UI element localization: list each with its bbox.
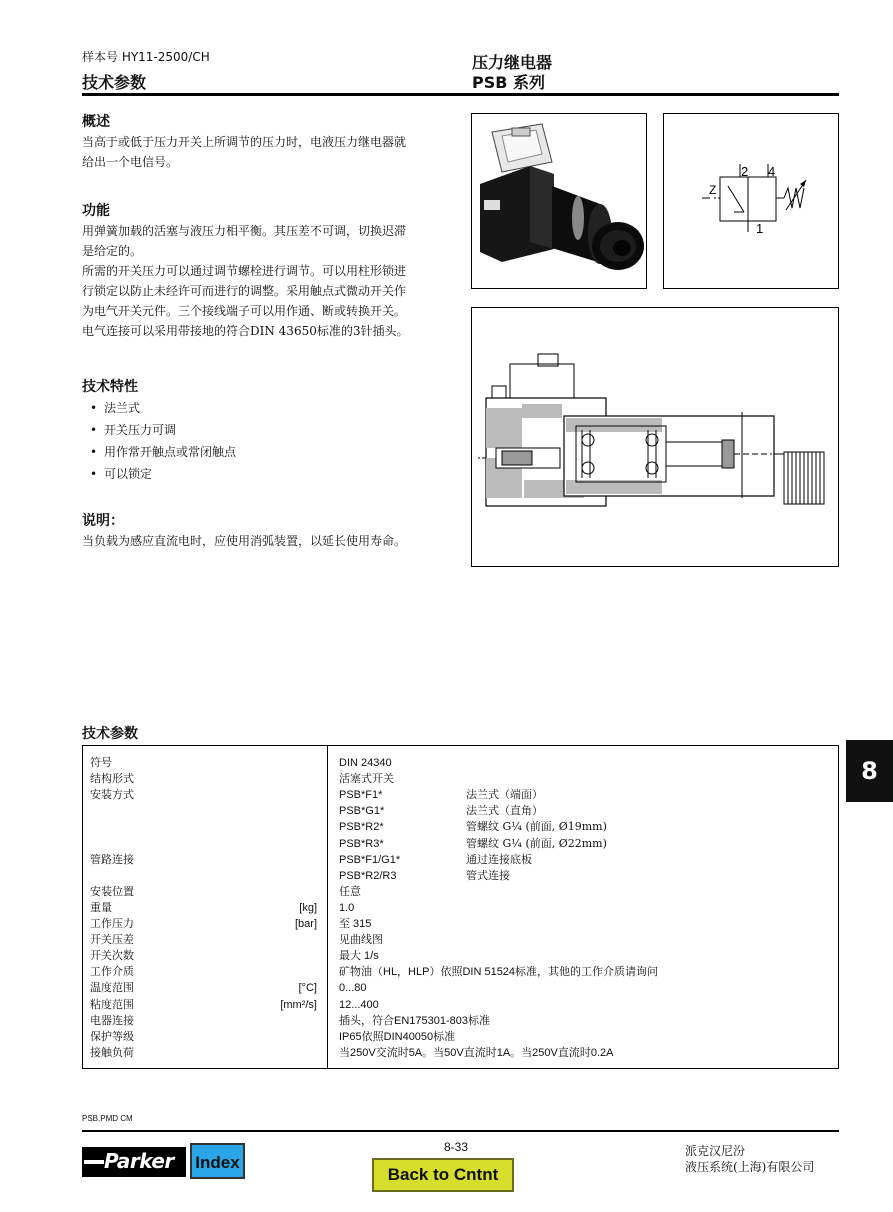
series-title: PSB 系列 [472, 73, 546, 92]
row-label: 工作介质 [90, 965, 134, 979]
function-heading: 功能 [82, 203, 110, 219]
catalog-number: 样本号 HY11-2500/CH [82, 50, 210, 64]
function-line: 所需的开关压力可以通过调节螺栓进行调节。可以用柱形锁进 [82, 264, 407, 278]
product-photo [471, 113, 647, 289]
row-value-detail: 通过连接底板 [466, 852, 532, 866]
table-row [82, 980, 837, 996]
table-row [82, 932, 837, 948]
row-label: 管路连接 [90, 852, 134, 866]
table-heading: 技术参数 [82, 726, 138, 742]
row-label: 符号 [90, 756, 112, 769]
feature-item: • 开关压力可调 [82, 419, 236, 441]
table-row [82, 771, 837, 787]
row-label: 工作压力 [90, 917, 134, 930]
row-value: 12...400 [339, 998, 379, 1011]
row-value: 矿物油（HL，HLP）依照DIN 51524标准，其他的工作介质请询问 [339, 966, 659, 979]
product-title: 压力继电器 [472, 53, 553, 72]
row-value: PSB*F1/G1* [339, 853, 401, 866]
function-line: 行锁定以防止未经许可而进行的调整。采用触点式微动开关作 [82, 284, 407, 298]
overview-text [82, 132, 457, 172]
table-row [82, 755, 837, 771]
row-value: 1.0 [339, 901, 355, 914]
function-line: 电气连接可以采用带接地的符合DIN 43650标准的3针插头。 [82, 324, 409, 338]
port-1-label: 1 [756, 221, 764, 236]
row-unit: [mm²/s] [280, 998, 317, 1011]
table-row [82, 852, 837, 868]
page-number: 8-33 [444, 1140, 469, 1154]
port-2-label: 2 [741, 164, 749, 179]
row-label: 结构形式 [90, 772, 134, 786]
row-label: 重量 [90, 900, 112, 914]
company-name-line1: 派克汉尼汾 [685, 1144, 746, 1158]
hydraulic-symbol [663, 113, 839, 289]
row-value-detail: 法兰式（直角） [466, 804, 543, 818]
row-value: PSB*R3* [339, 837, 384, 850]
row-value: 插头，符合EN175301-803标准 [339, 1014, 491, 1027]
features-heading: 技术特性 [82, 379, 138, 395]
row-value-detail: 管螺纹 G¼ (前面, Ø19mm) [466, 820, 607, 834]
row-label: 开关压差 [90, 933, 134, 947]
row-value: 见曲线图 [339, 934, 383, 947]
parker-logo-text: Parker [104, 1149, 174, 1173]
row-value: 任意 [339, 885, 361, 898]
feature-item: • 法兰式 [82, 397, 236, 419]
table-row [82, 1029, 837, 1045]
table-row [82, 964, 837, 980]
port-4-label: 4 [768, 164, 776, 179]
section-title: 技术参数 [82, 73, 147, 92]
row-label: 安装位置 [90, 884, 134, 898]
row-unit: [kg] [299, 901, 317, 914]
row-label: 温度范围 [90, 981, 134, 995]
row-label: 安装方式 [90, 788, 134, 802]
parker-logo [82, 1147, 186, 1177]
row-value: PSB*G1* [339, 805, 385, 818]
row-value: 活塞式开关 [339, 773, 394, 786]
row-value: 0...80 [339, 982, 367, 995]
row-value: PSB*R2* [339, 821, 384, 834]
row-value-detail: 法兰式（端面） [466, 788, 543, 802]
row-value: 至 315 [339, 918, 372, 930]
row-value-detail: 管螺纹 G¼ (前面, Ø22mm) [466, 836, 607, 850]
feature-item: • 可以锁定 [82, 463, 236, 485]
table-row [82, 916, 837, 932]
row-value: 当250V交流时5A。当50V直流时1A。当250V直流时0.2A [339, 1046, 614, 1059]
row-value: PSB*F1* [339, 789, 383, 802]
cross-section-diagram [472, 308, 838, 566]
port-z-label: Z [709, 183, 717, 197]
row-value-detail: 管式连接 [466, 868, 510, 882]
file-code: PSB.PMD CM [82, 1114, 133, 1123]
table-row [82, 803, 837, 819]
back-to-contents-button[interactable]: Back to Cntnt [372, 1158, 514, 1192]
pressure-switch-image [472, 114, 646, 288]
overview-line: 给出一个电信号。 [82, 155, 179, 169]
row-label: 粘度范围 [90, 997, 134, 1011]
table-row [82, 1045, 837, 1061]
table-row [82, 900, 837, 916]
row-label: 保护等级 [90, 1029, 134, 1043]
switch-symbol-diagram [664, 114, 838, 288]
row-value: 最大 1/s [339, 950, 379, 963]
table-row [82, 836, 837, 852]
row-unit: [°C] [298, 982, 317, 995]
footer-rule [82, 1130, 839, 1132]
row-label: 电器连接 [90, 1013, 134, 1027]
row-value: DIN 24340 [339, 757, 392, 769]
function-line: 为电气开关元件。三个接线端子可以用作通、断或转换开关。 [82, 304, 407, 318]
company-name-line2: 液压系统(上海)有限公司 [685, 1160, 815, 1174]
row-label: 接触负荷 [90, 1045, 134, 1059]
feature-item: • 用作常开触点或常闭触点 [82, 441, 236, 463]
table-row [82, 884, 837, 900]
row-value: IP65依照DIN40050标准 [339, 1030, 456, 1043]
table-row [82, 868, 837, 884]
note-heading: 说明： [82, 513, 124, 529]
table-row [82, 948, 837, 964]
overview-line: 当高于或低于压力开关上所调节的压力时，电液压力继电器就 [82, 135, 407, 149]
table-row [82, 787, 837, 803]
index-button[interactable]: Index [190, 1143, 245, 1179]
header-rule [82, 93, 839, 96]
row-value: PSB*R2/R3 [339, 869, 397, 882]
row-label: 开关次数 [90, 949, 134, 963]
table-row [82, 819, 837, 835]
features-list [82, 397, 236, 485]
note-text: 当负载为感应直流电时，应使用消弧装置，以延长使用寿命。 [82, 534, 407, 548]
overview-heading: 概述 [82, 114, 110, 130]
function-text [82, 221, 457, 341]
sectional-drawing [471, 307, 839, 567]
function-line: 用弹簧加载的活塞与液压力相平衡。其压差不可调，切换迟滞 [82, 224, 407, 238]
row-unit: [bar] [294, 918, 317, 930]
table-row [82, 997, 837, 1013]
chapter-tab[interactable]: 8 [846, 740, 893, 802]
function-line: 是给定的。 [82, 244, 143, 258]
table-row [82, 1013, 837, 1029]
